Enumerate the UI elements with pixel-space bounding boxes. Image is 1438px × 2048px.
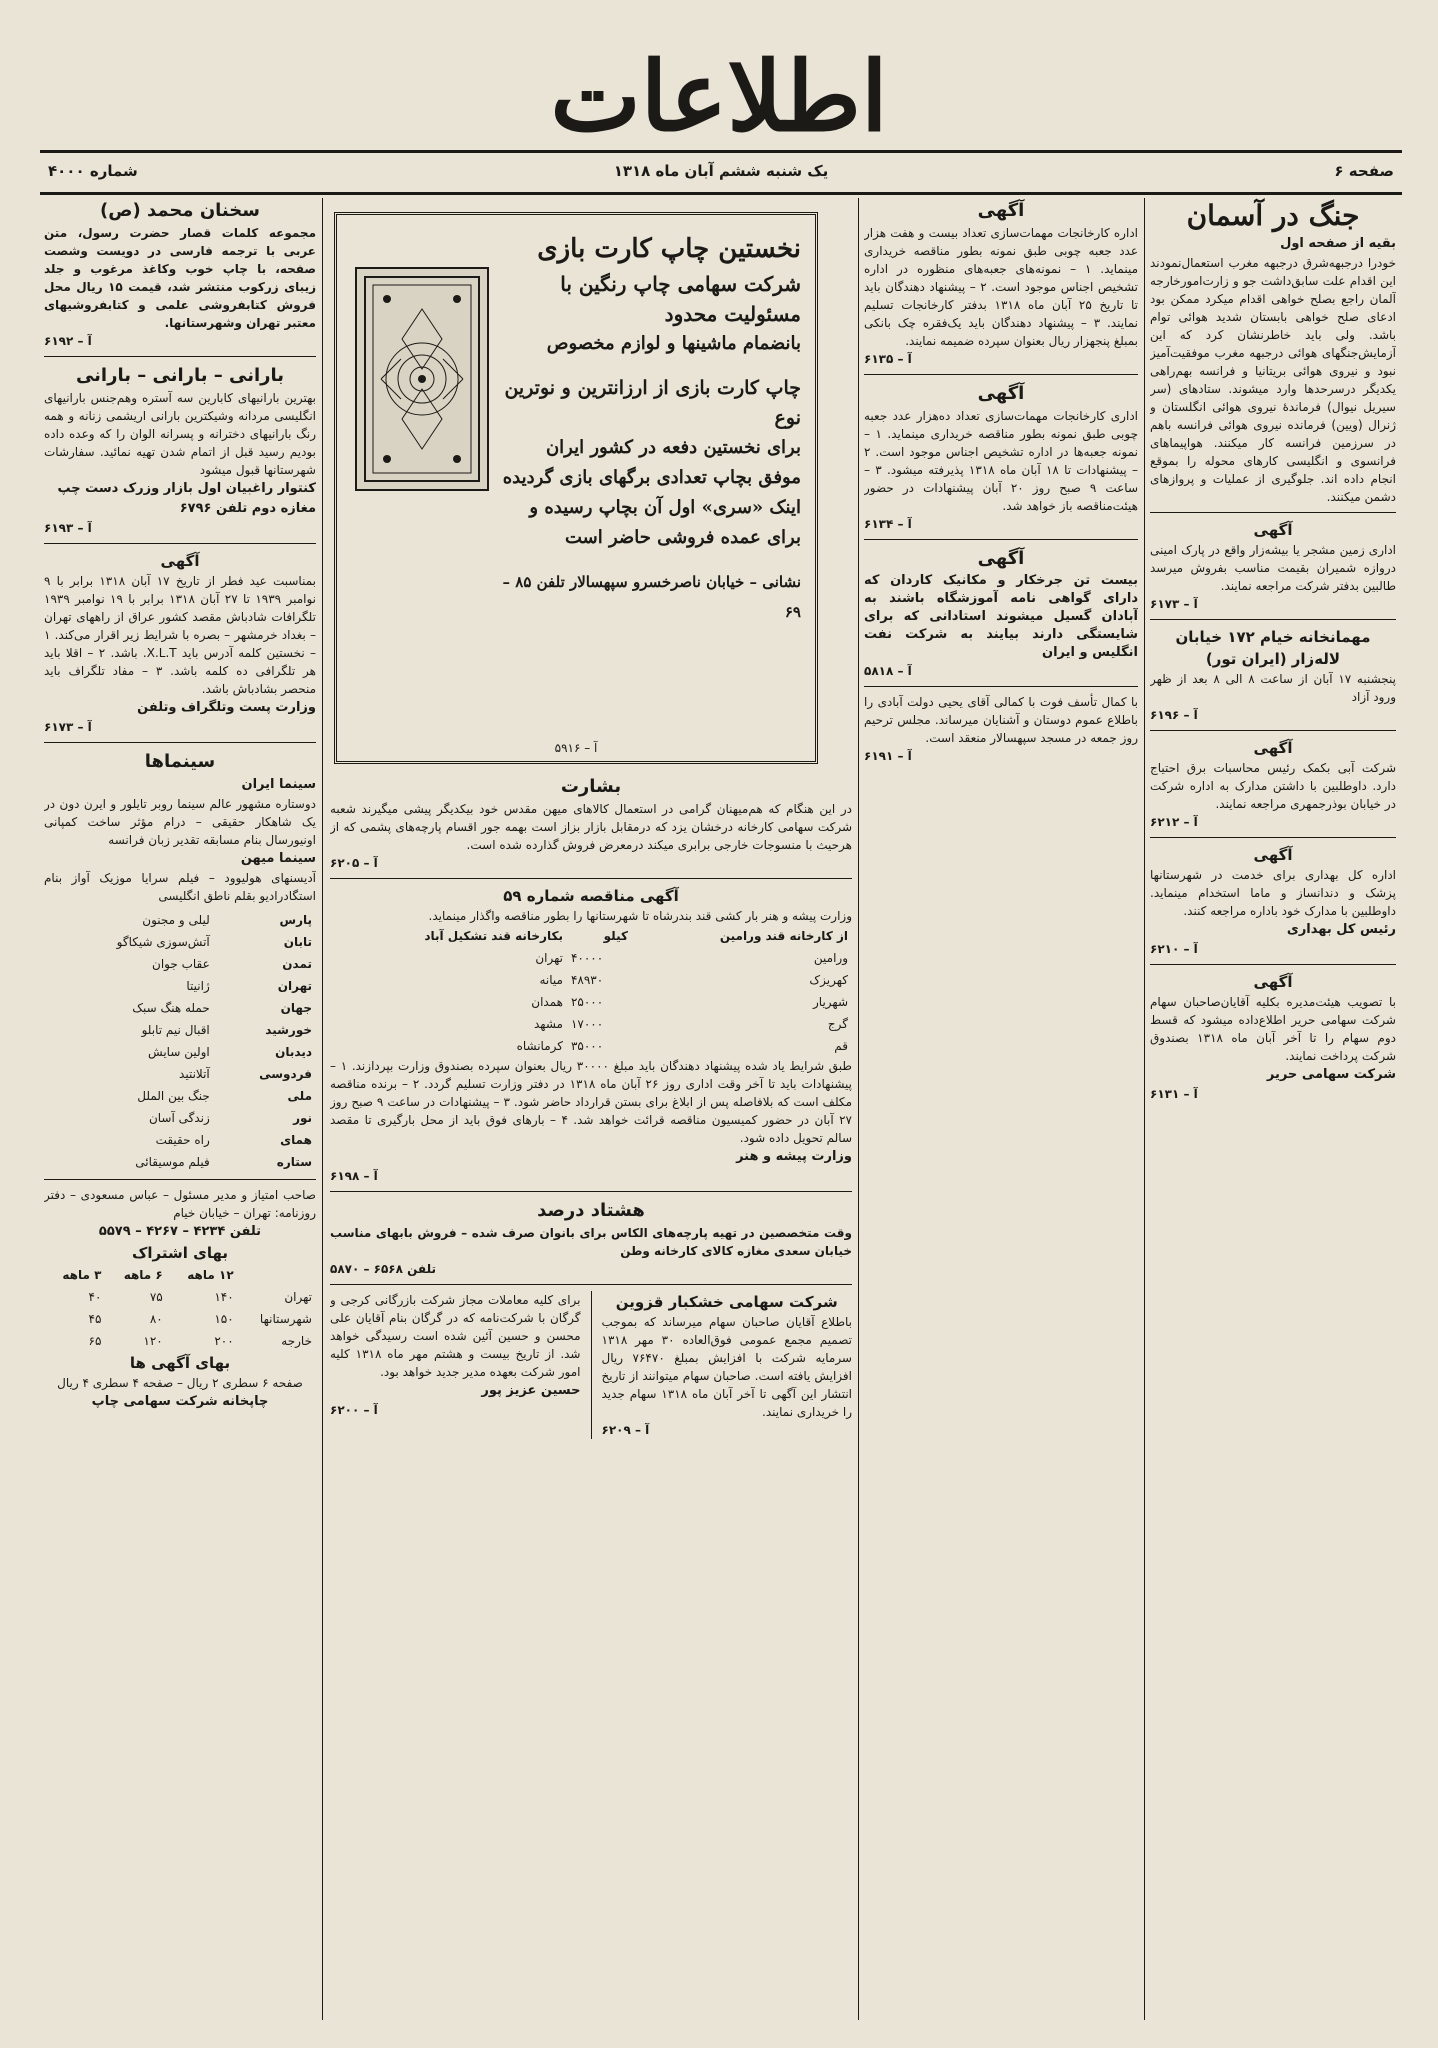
ad-title: آگهی (1253, 521, 1293, 539)
ads-column (864, 198, 1138, 2020)
raincoat-ad-body: بهترین بارانیهای کابارین سه آستره وهم‌جنس بارانیهای انگلیسی مردانه وشیکترین بارانی اریشمی زنانه و همه رنگ بارانیهای دخترانه و پسرانه الوان را که وعده داده بودیم رسید قبل از اتمام شدن تهیه نمائید. سفارشات شهرستانها قبول میشود (44, 391, 316, 477)
war-news-body: خودرا درجبهه‌شرق درجبهه مغرب استعمال‌نمودند این اقدام علت سابق‌داشت جو و زارت‌امورخارجه آلمان راجع بصلح خواهی اقدام میکرد ممکن بود ادعای صلح خواهی بابستان شدید هوائی توام باشد. ولی باید خاطرنشان کرد که این آزمایش‌جنگهای هوائی درجبهه مغرب موفقیت‌آمیز نبود و نیروی هوائی بریتانیا و فرانسه بهم‌راهی یکدیگر درسرحدها وارد میشوند. ستادهای (سر سیریل نیوال) فرماندهٔ نیروی هوائی انگلستان و ژنرال (ویین) فرمانده نیروی هوائی فرانسه باهم در سرزمین فرانسه کار میکنند. هواپیماهای فرانسوی و انگلیسی کارهای محوله را بموقع انجام داده اند. جلوگیری از عملیات و پروازهای دشمن میکنند. (1150, 256, 1396, 504)
cinema-name: تهران (277, 979, 312, 993)
ad-code: آ – ۶۱۳۴ (864, 517, 912, 531)
table-cell: ۷۵ (149, 1290, 163, 1304)
film-title: ژانیتا (186, 979, 210, 993)
telegraph-ad-signature: وزارت پست وتلگراف وتلفن (137, 700, 316, 715)
ad-signature: شرکت سهامی حریر (1266, 1067, 1396, 1082)
ad-title: شرکت سهامی خشکبار قزوین (615, 1293, 838, 1311)
cinema-body: آدیسنهای هولیوود – فیلم سرایا موزیک آواز بنام استگادرادیو بقلم ناطق انگلیسی (44, 871, 316, 903)
film-title: اولین سایش (148, 1045, 210, 1059)
table-cell: کهریزک (809, 973, 848, 987)
table-header: کیلو (603, 929, 628, 943)
telegraph-ad-body: بمناسبت عید فطر از تاریخ ۱۷ آبان ۱۳۱۸ برابر با ۹ نوامبر ۱۹۳۹ تا ۲۷ آبان ۱۳۱۸ برابر با ۱۹ نوامبر ۱۹۳۹ تلگرافات شادباش مقصد کشور عراق از راههای تهران – بغداد خرمشهر – بصره با شرایط زیر اقرار می‌کند. ۱ – نخستین کلمه آدرس باید X.L.T. باشد. ۲ – اقلا باید هر تلگرافی ده کلمه باشد. ۳ – مفاد تلگراف باید منحصر بشادباش باشد. (44, 574, 316, 696)
printer-name: چاپخانه شرکت سهامی چاپ (91, 1394, 269, 1409)
table-cell: ورامین (813, 951, 848, 965)
cinema-section-title: سینماها (144, 751, 216, 772)
film-title: زندگی آسان (148, 1111, 210, 1125)
ad-title: آگهی (1253, 846, 1293, 864)
center-column (330, 774, 852, 2020)
table-row (44, 1308, 316, 1330)
ad-body: اداری زمین مشجر یا بیشه‌زار واقع در پارک امینی دروازه شمیران بقیمت مناسب بفروش میرسد طالبین بدفتر شرکت مراجعه نمایند. (1150, 543, 1396, 593)
table-cell: ۱۴۰ (214, 1290, 234, 1304)
tender-title: آگهی مناقصه شماره ۵۹ (503, 887, 679, 905)
ad-code: آ – ۶۲۰۰ (330, 1403, 378, 1417)
ad-address: نشانی – خیابان ناصرخسرو سپهسالار تلفن ۸۵ – ۶۹ (502, 573, 801, 621)
table-cell: تهران (284, 1290, 312, 1304)
ghazvin-ad (602, 1291, 853, 1439)
ad-body: اداری کارخانجات مهمات‌سازی تعداد ده‌هزار عدد جعبه چوبی طبق نمونه بطور مناقصه خریداری مینماید. ۱ – نمونه جعبه‌ها در اداره تشخیص اجناس موجود است. ۲ – پیشنهادات تا ۱۸ آبان ماه ۱۳۱۸ پذیرفته میشود. ۳ – ساعت ۹ صبح روز ۲۰ آبان پیشنهادات در حضور هیئت‌مناقصه باز خواهد شد. (864, 409, 1138, 513)
film-title: راه حقیقت (155, 1133, 210, 1147)
ad-price-title: بهای آگهی ها (129, 1354, 231, 1372)
ad-body: با کمال تأسف فوت با کمالی آقای یحیی دولت آبادی را باطلاع عموم دوستان و آشنایان میرساند. مجلس ترحیم روز جمعه در مسجد سپهسالار منعقد است. (864, 695, 1138, 745)
table-row (44, 1129, 316, 1151)
table-header: ۱۲ ماهه (187, 1268, 234, 1282)
table-cell: گرج (827, 1017, 848, 1031)
table-cell: ۴۰ (88, 1290, 102, 1304)
table-row (44, 997, 316, 1019)
publisher-info: صاحب امتیاز و مدیر مسئول – عباس مسعودی – دفتر روزنامه: تهران – خیابان خیام (44, 1188, 316, 1220)
table-row (44, 1063, 316, 1085)
ad-title: آگهی (1253, 973, 1293, 991)
ad-code: آ – ۶۱۳۱ (1150, 1087, 1198, 1101)
dateline-rule (40, 192, 1402, 195)
film-title: فیلم موسیقائی (135, 1155, 210, 1169)
ad-title: مهمانخانه خیام ۱۷۲ خیابان لاله‌زار (ایران تور) (1175, 628, 1371, 668)
left-column (44, 198, 316, 2020)
tender-table (330, 925, 852, 1057)
ad-code: آ – ۶۱۹۳ (44, 521, 92, 535)
table-row (44, 1286, 316, 1308)
ad-code: آ – ۶۱۹۱ (864, 749, 912, 763)
table-row (44, 1330, 316, 1352)
ad-code: آ – ۶۱۹۶ (1150, 708, 1198, 722)
war-news-column (1150, 198, 1396, 2020)
cinema-list (44, 909, 316, 1173)
ad-line: برای نخستین دفعه در کشور ایران موفق بچاپ تعدادی برگهای بازی گردیده (502, 437, 801, 488)
top-rule (40, 150, 1402, 153)
film-title: آتلانتید (179, 1067, 210, 1081)
ad-body: پنجشنبه ۱۷ آبان از ساعت ۸ الی ۸ بعد از ظهر ورود آزاد (1150, 672, 1396, 704)
table-cell: شهرستانها (259, 1312, 312, 1326)
ad-line: بانضمام ماشینها و لوازم مخصوص (546, 333, 801, 354)
column-divider (1144, 198, 1145, 2020)
table-cell: ۶۵ (88, 1334, 102, 1348)
cinema-body: دوستاره مشهور عالم سینما روبر تایلور و ایرن دون در یک شاهکار حقیقی – درام مؤثر ساخت کمپانی اونیورسال بنام مسابقه تقدیر زبان فرانسه (44, 797, 316, 847)
raincoat-ad-title: بارانی – بارانی – بارانی (75, 365, 285, 386)
gorgan-ad (330, 1291, 581, 1439)
table-row (330, 991, 852, 1013)
table-row (44, 1041, 316, 1063)
ad-body: اداره کل بهداری برای خدمت در شهرستانها پزشک و دندانساز و ماما استخدام مینماید. داوطلبین با مدارک خود باداره مراجعه کنند. (1150, 868, 1396, 918)
phone-numbers: تلفن ۴۲۳۴ – ۴۲۶۷ – ۵۵۷۹ (98, 1224, 262, 1239)
table-row (44, 1107, 316, 1129)
ad-body: بیست تن جرخکار و مکانیک کاردان که دارای گواهی نامه آموزشگاه باشند به آبادان گسیل میشوند استادانی که برای شایستگی دارند بیایند به شرکت نفت انگلیس و ایران (864, 573, 1138, 660)
beshart-body: در این هنگام که هم‌میهنان گرامی در استعمال کالاهای میهن مقدس خود بیکدیگر پیشی میگیرند شعبه شرکت سهامی کارخانه درخشان یزد که درمقابل بازار بزاز است بهمه جور اقسام پارچه‌های پشمی که از هرحیث با منسوجات خارجی برابری میکند درمعرض فروش گذارده شده است. (330, 802, 852, 852)
table-cell: شهریار (813, 995, 848, 1009)
table-cell: ۴۰۰۰۰ (570, 951, 604, 965)
table-row (44, 975, 316, 997)
beshart-title: بشارت (560, 776, 622, 797)
ad-body: برای کلیه معاملات مجاز شرکت بازرگانی کرجی و گرگان با شرکت‌نامه که در گرگان بنام آقایان علی محسن و حسین آئین شده است رسیدگی خواهد شد. از تاریخ بیست و هشتم مهر ماه ۱۳۱۸ کلیه امور شرکت بعهده مدیر جدید خواهد بود. (330, 1293, 581, 1379)
table-cell: ۴۸۹۳۰ (570, 973, 604, 987)
film-title: عقاب جوان (152, 957, 210, 971)
table-cell: ۲۵۰۰۰ (570, 995, 604, 1009)
ad-title: آگهی (1253, 739, 1293, 757)
cinema-name: فردوسی (259, 1067, 312, 1081)
percent-ad-body: وقت متخصصین در تهیه پارچه‌های الکاس برای بانوان صرف شده – فروش بابهای مناسب خیابان سعدی مغازه کالای کارخانه وطن (330, 1226, 852, 1258)
war-news-headline: جنگ در آسمان (1186, 199, 1360, 232)
ad-code: آ – ۵۸۱۸ (864, 664, 912, 678)
cinema-name: سینما میهن (240, 851, 316, 866)
card-ornament-icon (357, 269, 487, 489)
table-cell: کرمانشاه (516, 1039, 563, 1053)
war-news-subtitle: بقیه از صفحه اول (1280, 236, 1396, 251)
film-title: آتش‌سوزی شیکاگو (116, 935, 210, 949)
ad-line: چاپ کارت بازی از ارزانترین و نوترین نوع (504, 377, 801, 429)
film-title: جنگ بین الملل (137, 1089, 210, 1103)
cinema-name: جهان (280, 1001, 312, 1015)
page-number: صفحه ۶ (1334, 162, 1394, 180)
tender-body: طبق شرایط یاد شده پیشنهاد دهندگان باید مبلغ ۳۰۰۰۰ ریال بعنوان سپرده بصندوق وزارت بپردازند. ۱ – پیشنهادات باید تا آخر وقت اداری روز ۲۶ آبان ماه ۱۳۱۸ در دفتر وزارت تسلیم گردد. ۲ – برنده مناقصه مکلف است که بلافاصله پس از ابلاغ برای بستن قرارداد حاضر شود. ۳ – پیشنهادات در ساعت ۹ صبح روز ۲۷ آبان در حضور کمیسیون مناقصه قرائت خواهد شد. ۴ – بارهای فوق باید از محل بارگیری تا مقصد سالم تحویل داده شود. (330, 1059, 852, 1145)
ad-body: اداره کارخانجات مهمات‌سازی تعداد بیست و هفت هزار عدد جعبه چوبی طبق نمونه بطور مناقصه خریداری مینماید. ۱ – نمونه‌های جعبه‌های منظوره در اداره تشخیص اجناس موجود است. ۲ – پیشنهاد دهندگان باید تا تاریخ ۲۵ آبان ماه ۱۳۱۸ بدفتر کارخانجات تسلیم نمایند. ۳ – پیشنهاد دهندگان باید یک‌فقره چک بانکی بمبلغ پنجهزار ریال بعنوان سپرده ضمیمه نمایند. (864, 226, 1138, 348)
table-row (330, 1013, 852, 1035)
ad-code: آ – ۶۱۷۳ (1150, 597, 1198, 611)
table-row (330, 1035, 852, 1057)
bottom-ads-row (330, 1291, 852, 1439)
ad-code: آ – ۶۱۳۵ (864, 352, 912, 366)
column-divider (322, 198, 323, 2020)
table-header: از کارخانه قند ورامین (719, 929, 848, 943)
tender-intro: وزارت پیشه و هنر بار کشی قند بندرشاه تا شهرستانها را بطور مناقصه واگذار مینماید. (428, 909, 852, 923)
ad-code: آ – ۶۱۷۳ (44, 720, 92, 734)
table-cell: ۴۵ (88, 1312, 102, 1326)
table-header: ۶ ماهه (123, 1268, 163, 1282)
table-cell: ۱۷۰۰۰ (570, 1017, 604, 1031)
ad-title: آگهی (977, 200, 1025, 221)
ad-headline: نخستین چاپ کارت بازی (537, 234, 801, 264)
cinema-name: نور (293, 1111, 312, 1125)
ad-code: آ – ۶۲۰۹ (601, 1423, 650, 1437)
ad-title: آگهی (977, 548, 1025, 569)
ad-code: آ – ۵۹۱۶ (554, 741, 598, 755)
film-title: اقبال نیم تابلو (141, 1023, 210, 1037)
playing-cards-ad (334, 212, 818, 764)
table-row (44, 1264, 316, 1286)
table-header: ۳ ماهه (62, 1268, 102, 1282)
ad-body: شرکت آبی بکمک رئیس محاسبات برق احتیاج دارد. داوطلبین با داشتن مدارک به اداره شرکت در خیابان بوذرجمهری مراجعه نمایند. (1150, 761, 1396, 811)
playing-card-illustration (355, 267, 489, 491)
ad-body: باطلاع آقایان صاحبان سهام میرساند که بموجب تصمیم مجمع عمومی فوق‌العاده ۳۰ مهر ۱۳۱۸ سرمایه شرکت با افزایش بمبلغ ۷۶۴۷۰ ریال افزایش یافته است. صاحبان سهام میتوانند از تاریخ انتشار این آگهی تا آخر آبان ماه ۱۳۱۸ سهام جدید را خریداری نمایند. (601, 1315, 852, 1419)
table-row (330, 947, 852, 969)
ad-code: آ – ۶۲۱۰ (1150, 942, 1198, 956)
table-row (330, 969, 852, 991)
table-cell: ۲۰۰ (214, 1334, 234, 1348)
telegraph-ad-title: آگهی (160, 552, 200, 570)
table-cell: قم (834, 1039, 848, 1053)
film-title: حمله هنگ سبک (132, 1001, 210, 1015)
table-cell: همدان (531, 995, 563, 1009)
cinema-name: پارس (279, 913, 312, 927)
cinema-name: تمدن (282, 957, 312, 971)
table-cell: ۳۵۰۰۰ (570, 1039, 604, 1053)
dateline (40, 158, 1402, 188)
ad-code: تلفن ۶۵۶۸ – ۵۸۷۰ (330, 1262, 436, 1276)
masthead: اطلاعات (550, 40, 888, 153)
ad-signature: حسین عزیز پور (481, 1383, 581, 1398)
cinema-name: ستاره (276, 1155, 312, 1169)
subscription-table (44, 1264, 316, 1352)
book-ad-body: مجموعه کلمات قصار حضرت رسول، متن عربی با ترجمه فارسی در دویست وشصت صفحه، با چاپ خوب وکاغذ مرغوب و جلد زیبای زرکوب منتشر شد، قیمت ۱۵ ریال محل فروش کتابفروشی علمی و کتابفروشیهای معتبر تهران وشهرستانها. (44, 226, 316, 330)
cinema-name: دیدبان (275, 1045, 312, 1059)
ad-code: آ – ۶۲۰۵ (330, 856, 378, 870)
ad-title: آگهی (977, 383, 1025, 404)
ad-line: اینک «سری» اول آن بچاپ رسیده و برای عمده فروشی حاضر است (529, 497, 801, 548)
table-cell: میانه (539, 973, 563, 987)
ad-price-body: صفحه ۶ سطری ۲ ریال – صفحه ۴ سطری ۴ ریال (57, 1376, 303, 1390)
tender-signature: وزارت پیشه و هنر (736, 1149, 852, 1164)
issue-number: شماره ۴۰۰۰ (48, 162, 138, 180)
ad-code: آ – ۶۲۱۲ (1150, 815, 1198, 829)
table-cell: ۸۰ (149, 1312, 163, 1326)
book-ad-title: سخنان محمد (ص) (100, 200, 260, 221)
ad-signature: رئیس کل بهداری (1286, 922, 1396, 937)
table-cell: ۱۲۰ (143, 1334, 163, 1348)
table-cell: مشهد (534, 1017, 563, 1031)
ad-body: با تصویب هیئت‌مدیره بکلیه آقایان‌صاحبان سهام شرکت سهامی حریر اطلاع‌داده میشود که قسط دوم سهام را تا آخر آبان ماه ۱۳۱۸ بصندوق شرکت پرداخت نمایند. (1150, 995, 1396, 1063)
table-row (44, 1085, 316, 1107)
table-cell: خارجه (281, 1334, 312, 1348)
raincoat-ad-signature: کنتوار راغبیان اول بازار وزرک دست چپ مغازه دوم تلفن ۶۷۹۶ (57, 481, 316, 516)
subscription-title: بهای اشتراک (132, 1244, 228, 1262)
table-header: بکارخانه قند تشکیل آباد (424, 929, 563, 943)
cinema-name: ملی (287, 1089, 312, 1103)
cinema-name: سینما ایران (241, 777, 316, 792)
cinema-name: تابان (283, 935, 312, 949)
column-divider (858, 198, 859, 2020)
table-row (44, 1019, 316, 1041)
ad-code: آ – ۶۱۹۲ (44, 334, 92, 348)
ad-line: شرکت سهامی چاپ رنگین با مسئولیت محدود (560, 272, 801, 326)
table-header (238, 1264, 316, 1286)
film-title: لیلی و مجنون (142, 913, 210, 927)
cinema-name: خورشید (265, 1023, 312, 1037)
table-row (44, 1151, 316, 1173)
ad-code: آ – ۶۱۹۸ (330, 1169, 378, 1183)
table-cell: تهران (535, 951, 563, 965)
cinema-name: همای (280, 1133, 312, 1147)
table-row (44, 909, 316, 931)
table-cell: ۱۵۰ (214, 1312, 234, 1326)
issue-date: یک شنبه ششم آبان ماه ۱۳۱۸ (613, 162, 829, 180)
table-row (44, 953, 316, 975)
percent-ad-title: هشتاد درصد (537, 1200, 645, 1221)
table-row (44, 931, 316, 953)
